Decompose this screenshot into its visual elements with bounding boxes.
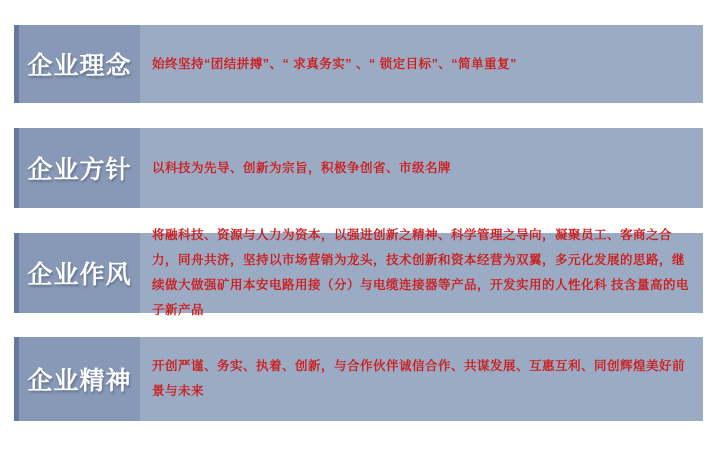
style-title-block (19, 233, 140, 313)
section-spirit (14, 337, 703, 421)
spirit-text: 开创严谨、务实、执着、创新，与合作伙伴诚信合作、共谋发展、互惠互利、同创辉煌美好前景与未来 (152, 359, 686, 398)
spirit-title: 企业精神 (27, 367, 132, 395)
section-philosophy (14, 25, 703, 103)
style-content (140, 228, 703, 317)
philosophy-title: 企业理念 (27, 52, 132, 80)
spirit-title-block (19, 337, 140, 421)
section-policy (14, 128, 703, 208)
style-text: 将融科技、资源与人力为资本，以强进创新之精神、科学管理之导向，凝聚员工、客商之合力，同舟共济，坚持以市场营销为龙头，技术创新和资本经营为双翼，多元化发展的思路，继续做大做强矿用本安电路用接（分）与电缆连接器等产品，开发实用的人性化科 技含量高的电子新产品 (152, 228, 689, 317)
philosophy-title-block (19, 25, 140, 103)
section-style (14, 228, 703, 317)
spirit-content (140, 337, 703, 421)
policy-content (140, 128, 703, 208)
style-title: 企业作风 (27, 261, 132, 289)
policy-title: 企业方针 (27, 156, 132, 184)
philosophy-text: 始终坚持“团结拼搏”、“ 求真务实” 、“ 锁定目标”、“简单重复” (152, 56, 517, 71)
policy-text: 以科技为先导、创新为宗旨，积极争创省、市级名牌 (152, 160, 452, 175)
policy-title-block (19, 128, 140, 208)
philosophy-content (140, 25, 703, 103)
